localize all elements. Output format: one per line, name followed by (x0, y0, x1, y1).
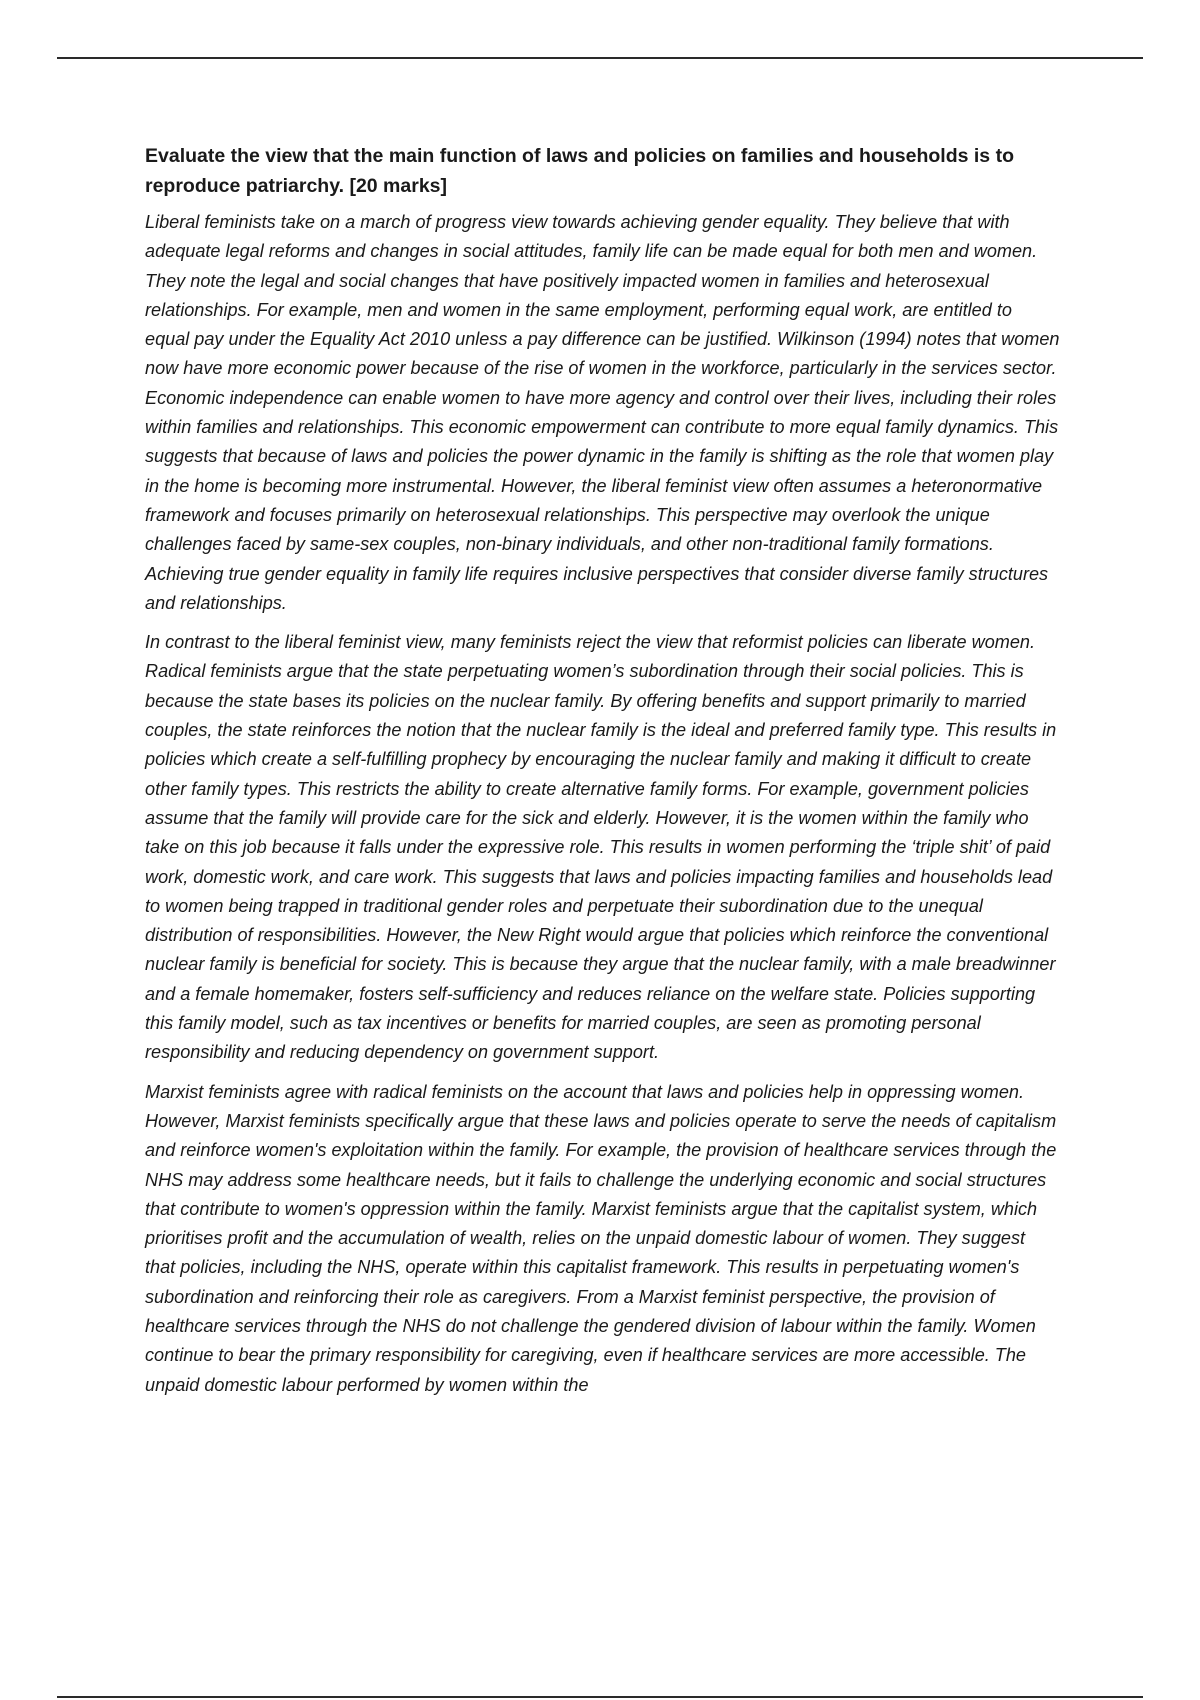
document-body (145, 141, 1060, 1410)
header-divider (57, 57, 1143, 59)
footer-divider (57, 1696, 1143, 1698)
paragraph-radical-feminists: In contrast to the liberal feminist view, many feminists reject the view that reformist policies can liberate women. Radical feminists argue that the state perpetuating women’s subordination through their social policies. This is because the state bases its policies on the nuclear family. By offering benefits and support primarily to married couples, the state reinforces the notion that the nuclear family is the ideal and preferred family type. This results in policies which create a self-fulfilling prophecy by encouraging the nuclear family and making it difficult to create other family types. This restricts the ability to create alternative family forms. For example, government policies assume that the family will provide care for the sick and elderly. However, it is the women within the family who take on this job because it falls under the expressive role. This results in women performing the ‘triple shit’ of paid work, domestic work, and care work. This suggests that laws and policies impacting families and households lead to women being trapped in traditional gender roles and perpetuate their subordination due to the unequal distribution of responsibilities. However, the New Right would argue that policies which reinforce the conventional nuclear family is beneficial for society. This is because they argue that the nuclear family, with a male breadwinner and a female homemaker, fosters self-sufficiency and reduces reliance on the welfare state. Policies supporting this family model, such as tax incentives or benefits for married couples, are seen as promoting personal responsibility and reducing dependency on government support. (145, 632, 1057, 1063)
essay-question: Evaluate the view that the main function of laws and policies on families and households is to reproduce patriarchy. [20 marks] (145, 145, 1014, 197)
paragraph-liberal-feminists: Liberal feminists take on a march of progress view towards achieving gender equality. They believe that with adequate legal reforms and changes in social attitudes, family life can be made equal for both men and women. They note the legal and social changes that have positively impacted women in families and heterosexual relationships. For example, men and women in the same employment, performing equal work, are entitled to equal pay under the Equality Act 2010 unless a pay difference can be justified. Wilkinson (1994) notes that women now have more economic power because of the rise of women in the workforce, particularly in the services sector. Economic independence can enable women to have more agency and control over their lives, including their roles within families and relationships. This economic empowerment can contribute to more equal family dynamics. This suggests that because of laws and policies the power dynamic in the family is shifting as the role that women play in the home is becoming more instrumental. However, the liberal feminist view often assumes a heteronormative framework and focuses primarily on heterosexual relationships. This perspective may overlook the unique challenges faced by same-sex couples, non-binary individuals, and other non-traditional family formations. Achieving true gender equality in family life requires inclusive perspectives that consider diverse family structures and relationships. (145, 212, 1060, 613)
paragraph-marxist-feminists: Marxist feminists agree with radical feminists on the account that laws and policies help in oppressing women. However, Marxist feminists specifically argue that these laws and policies operate to serve the needs of capitalism and reinforce women's exploitation within the family. For example, the provision of healthcare services through the NHS may address some healthcare needs, but it fails to challenge the underlying economic and social structures that contribute to women's oppression within the family. Marxist feminists argue that the capitalist system, which prioritises profit and the accumulation of wealth, relies on the unpaid domestic labour of women. They suggest that policies, including the NHS, operate within this capitalist framework. This results in perpetuating women's subordination and reinforcing their role as caregivers. From a Marxist feminist perspective, the provision of healthcare services through the NHS do not challenge the gendered division of labour within the family. Women continue to bear the primary responsibility for caregiving, even if healthcare services are more accessible. The unpaid domestic labour performed by women within the (145, 1081, 1057, 1395)
